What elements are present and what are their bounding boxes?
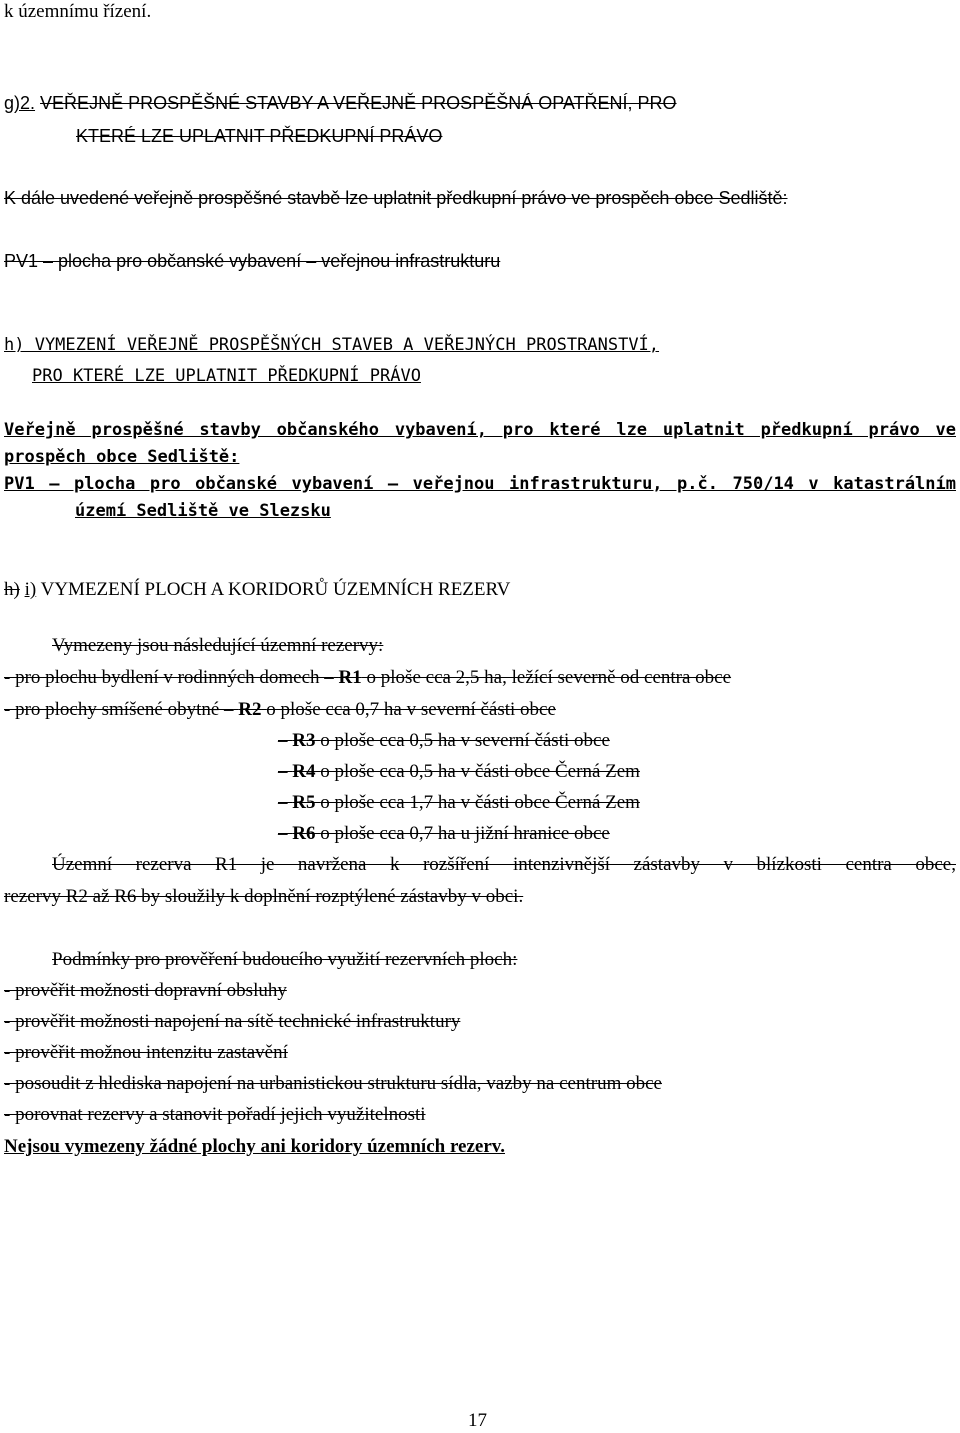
g2-heading-line1 [4, 91, 677, 115]
reserve-code: R6 [292, 823, 316, 844]
reserve-code: R5 [292, 792, 316, 813]
reserve-line: – R3 o ploše cca 0,5 ha v severní části obce [278, 730, 610, 751]
i-title: VYMEZENÍ PLOCH A KORIDORŮ ÚZEMNÍCH REZERV [40, 579, 511, 600]
reserve-line-r2: - pro plochy smíšené obytné – R2 o ploše cca 0,7 ha v severní části obce [4, 699, 556, 720]
h-title-line2: PRO KTERÉ LZE UPLATNIT PŘEDKUPNÍ PRÁVO [32, 366, 421, 386]
h-pv1-line1: PV1 – plocha pro občanské vybavení – veřejnou infrastrukturu, p.č. 750/14 v katastrálním [4, 474, 956, 494]
g2-title-line2: KTERÉ LZE UPLATNIT PŘEDKUPNÍ PRÁVO [76, 126, 443, 146]
g2-title-line1: VEŘEJNĚ PROSPĚŠNÉ STAVBY A VEŘEJNĚ PROSPĚŠNÁ OPATŘENÍ, PRO [40, 93, 677, 113]
reserve-code: R4 [292, 761, 316, 782]
condition-item: - porovnat rezervy a stanovit pořadí jejich využitelnosti [4, 1104, 426, 1125]
h-title-line1: h) VYMEZENÍ VEŘEJNĚ PROSPĚŠNÝCH STAVEB A VEŘEJNÝCH PROSTRANSTVÍ, [4, 335, 660, 355]
reserve-line: – R6 o ploše cca 0,7 ha u jižní hranice obce [278, 823, 610, 844]
page-number: 17 [468, 1410, 487, 1431]
condition-item: - prověřit možnosti napojení na sítě technické infrastruktury [4, 1011, 461, 1032]
i-heading [4, 578, 510, 602]
reserve-line-r1: - pro plochu bydlení v rodinných domech – R1 o ploše cca 2,5 ha, ležící severně od centra obce [4, 667, 732, 688]
rezerva-para-line1: Územní rezerva R1 je navržena k rozšíření intenzivnější zástavby v blízkosti centra obce, [52, 854, 956, 875]
reserve-code: R2 [238, 699, 262, 720]
final-statement: Nejsou vymezeny žádné plochy ani koridory územních rezerv. [4, 1136, 505, 1157]
header-fragment: k územnímu řízení. [4, 1, 152, 22]
h-para-line2: prospěch obce Sedliště: [4, 447, 240, 467]
reserve-code: R1 [338, 667, 362, 688]
g2-prefix: g)2. [4, 93, 36, 113]
rezerva-para-line2: rezervy R2 až R6 by sloužily k doplnění rozptýlené zástavby v obci. [4, 886, 524, 907]
i-new-prefix: i) [24, 579, 37, 600]
g2-intro: K dále uvedené veřejně prospěšné stavbě lze uplatnit předkupní právo ve prospěch obce Sedliště: [4, 188, 788, 208]
condition-item: - posoudit z hlediska napojení na urbanistickou strukturu sídla, vazby na centrum obce [4, 1073, 662, 1094]
conditions-intro: Podmínky pro prověření budoucího využití rezervních ploch: [52, 949, 518, 970]
g2-pv1: PV1 – plocha pro občanské vybavení – veřejnou infrastrukturu [4, 251, 501, 271]
condition-item: - prověřit možnou intenzitu zastavění [4, 1042, 288, 1063]
h-para-line1: Veřejně prospěšné stavby občanského vybavení, pro které lze uplatnit předkupní právo ve [4, 420, 956, 440]
i-old-prefix: h) [4, 579, 20, 600]
reserve-code: R3 [292, 730, 316, 751]
condition-item: - prověřit možnosti dopravní obsluhy [4, 980, 287, 1001]
reserves-intro: Vymezeny jsou následující územní rezervy: [52, 635, 384, 656]
reserve-line: – R4 o ploše cca 0,5 ha v části obce Černá Zem [278, 761, 640, 782]
h-pv1-line2: území Sedliště ve Slezsku [75, 501, 331, 521]
reserve-line: – R5 o ploše cca 1,7 ha v části obce Černá Zem [278, 792, 640, 813]
